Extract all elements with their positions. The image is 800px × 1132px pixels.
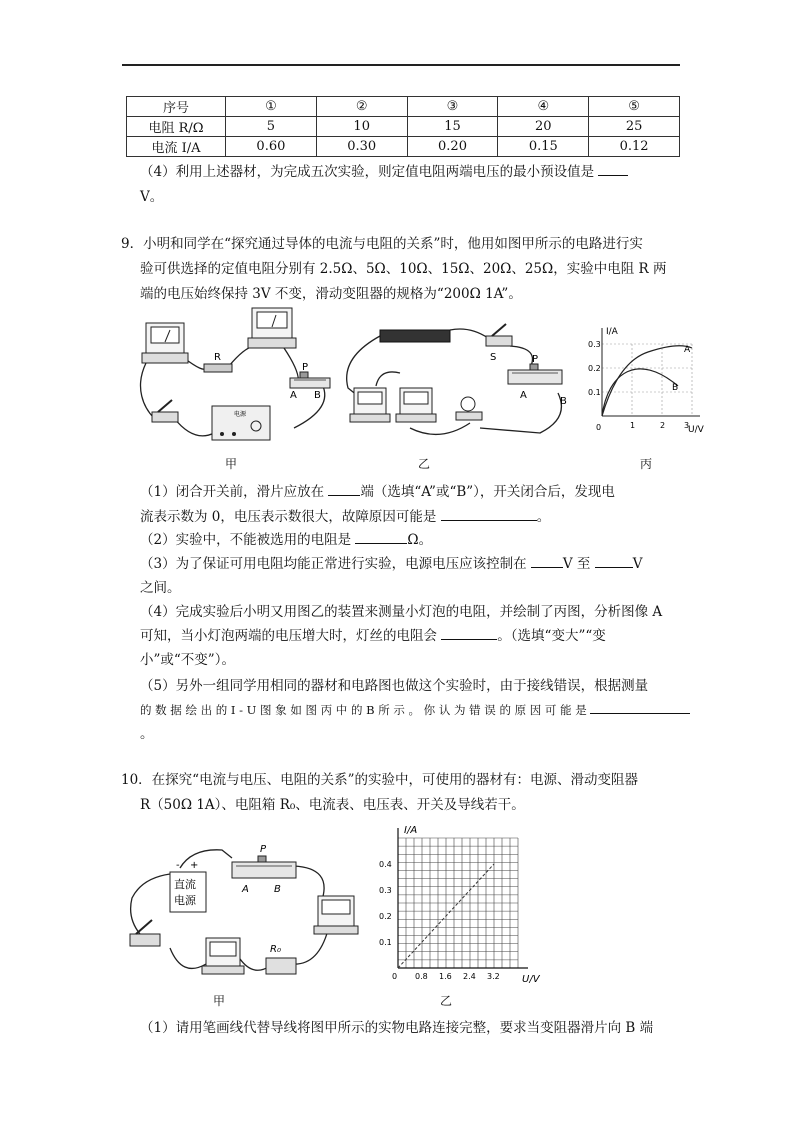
caption-jia: 甲 bbox=[225, 457, 238, 471]
label-b-q10: B bbox=[274, 884, 281, 895]
table-cell: 电阻 R/Ω bbox=[127, 117, 226, 137]
q10-stem-line-2: R（50Ω 1A）、电阻箱 R₀、电流表、电压表、开关及导线若干。 bbox=[140, 797, 525, 813]
caption-yi: 乙 bbox=[418, 457, 431, 471]
y-tick-label: 0.3 bbox=[379, 886, 392, 895]
answer-blank[interactable] bbox=[595, 554, 633, 568]
q9-part4-text: 可知，当小灯泡两端的电压增大时，灯丝的电阻会 bbox=[140, 628, 437, 644]
rheostat-q10 bbox=[232, 856, 296, 878]
x-tick-label: 0.8 bbox=[415, 972, 428, 981]
q9-part3-text: （3）为了保证可用电阻均能正常进行实验，电源电压应该控制在 bbox=[140, 556, 527, 572]
y-tick-label: 0.2 bbox=[379, 912, 392, 921]
svg-text:直流: 直流 bbox=[174, 878, 196, 891]
voltmeter-jia bbox=[248, 308, 296, 348]
rheostat-jia bbox=[290, 372, 330, 388]
q9-part2-line bbox=[140, 530, 432, 550]
caption-q10-yi: 乙 bbox=[440, 994, 453, 1008]
label-b-yi: B bbox=[560, 396, 567, 407]
q9-circuit-jia-figure bbox=[134, 308, 334, 448]
label-p: P bbox=[302, 362, 309, 373]
table-cell: 10 bbox=[316, 117, 407, 137]
data-table bbox=[126, 96, 680, 157]
label-a-yi: A bbox=[520, 390, 527, 401]
ammeter-jia bbox=[142, 323, 188, 363]
y-tick-label: 0.1 bbox=[379, 938, 392, 947]
table-header-cell: ⑤ bbox=[589, 97, 680, 117]
q9-part3-line-2: 之间。 bbox=[140, 580, 181, 596]
table-cell: 5 bbox=[226, 117, 317, 137]
battery-yi bbox=[380, 330, 450, 342]
switch-yi bbox=[486, 324, 512, 346]
answer-blank[interactable] bbox=[598, 162, 628, 176]
answer-blank[interactable] bbox=[590, 700, 690, 714]
svg-text:电源: 电源 bbox=[174, 894, 196, 907]
resistor-r-jia bbox=[204, 364, 232, 372]
q9-part3-text: V 至 bbox=[562, 556, 591, 572]
power-supply-q10 bbox=[170, 872, 206, 912]
table-header-cell: ④ bbox=[498, 97, 589, 117]
bulb-yi bbox=[456, 397, 482, 420]
table-cell: 电流 I/A bbox=[127, 137, 226, 157]
bing-xtick: 3 bbox=[684, 421, 690, 430]
x-tick-label: 2.4 bbox=[463, 972, 476, 981]
q9-stem-line-2: 验可供选择的定值电阻分别有 2.5Ω、5Ω、10Ω、15Ω、20Ω、25Ω，实验中电阻 R 两 bbox=[140, 261, 667, 277]
x-tick-label: 0 bbox=[392, 972, 398, 981]
bing-ytick: 0.2 bbox=[588, 364, 601, 373]
q9-stem-line-3: 端的电压始终保持 3V 不变，滑动变阻器的规格为“200Ω 1A”。 bbox=[140, 286, 522, 302]
ammeter-yi bbox=[350, 388, 390, 422]
q9-circuit-yi-figure bbox=[340, 318, 572, 448]
q9-part1-line-1 bbox=[140, 482, 615, 502]
x-tick-label: 3.2 bbox=[487, 972, 500, 981]
curve-a-label: A bbox=[684, 345, 691, 355]
q9-part3-text: V bbox=[632, 556, 643, 572]
caption-bing: 丙 bbox=[640, 457, 653, 471]
header-rule bbox=[122, 64, 680, 66]
q9-stem-line-1: 9．小明和同学在“探究通过导体的电流与电阻的关系”时，他用如图甲所示的电路进行实 bbox=[121, 236, 643, 252]
q8-part4-line bbox=[140, 162, 628, 182]
chart-y-label: I/A bbox=[404, 825, 418, 836]
q10-stem-line-1: 10．在探究“电流与电压、电阻的关系”的实验中，可使用的器材有：电源、滑动变阻器 bbox=[121, 772, 638, 788]
q9-part3-line-1 bbox=[140, 554, 642, 574]
table-cell: 0.12 bbox=[589, 137, 680, 157]
q9-part5-text: 的 数 据 绘 出 的 I - U 图 象 如 图 丙 中 的 B 所 示 。 你 认 为 错 误 的 原 因 可 能 是 bbox=[140, 703, 587, 717]
q8-part4-unit: V。 bbox=[140, 189, 164, 205]
table-cell: 0.20 bbox=[407, 137, 498, 157]
label-p-q10: P bbox=[260, 844, 267, 855]
switch-jia bbox=[152, 400, 178, 422]
voltmeter-yi bbox=[396, 388, 436, 422]
bing-ytick: 0.3 bbox=[588, 340, 601, 349]
label-a-q10: A bbox=[242, 884, 249, 895]
q9-part4-text: 。（选填“变大”“变 bbox=[497, 628, 606, 644]
answer-blank[interactable] bbox=[355, 530, 407, 544]
q10-iu-chart bbox=[376, 822, 540, 992]
q10-circuit-jia-figure bbox=[122, 838, 368, 988]
q9-part2-text: （2）实验中，不能被选用的电阻是 bbox=[140, 532, 352, 548]
q9-part1-text: （1）闭合开关前，滑片应放在 bbox=[140, 484, 325, 500]
bing-y-label: I/A bbox=[606, 327, 618, 337]
table-cell: 20 bbox=[498, 117, 589, 137]
table-row bbox=[127, 97, 680, 117]
answer-blank[interactable] bbox=[441, 507, 537, 521]
q9-part5-line-3: 。 bbox=[140, 726, 154, 742]
label-r0: R₀ bbox=[270, 944, 281, 955]
q9-part4-line-1: （4）完成实验后小明又用图乙的装置来测量小灯泡的电阻，并绘制了丙图，分析图像 A bbox=[140, 604, 663, 620]
q8-part4-text: （4）利用上述器材，为完成五次实验，则定值电阻两端电压的最小预设值是 bbox=[140, 164, 595, 180]
q9-part5-line-2 bbox=[140, 700, 690, 720]
q9-part1-text: 。 bbox=[536, 509, 551, 525]
label-s: S bbox=[490, 352, 497, 363]
table-header-cell: ① bbox=[226, 97, 317, 117]
table-header-cell: ③ bbox=[407, 97, 498, 117]
table-row bbox=[127, 117, 680, 137]
curve-b bbox=[602, 369, 678, 416]
ammeter-q10 bbox=[202, 938, 244, 974]
answer-blank[interactable] bbox=[328, 482, 360, 496]
q9-part4-line-3: 小”或“不变”）。 bbox=[140, 652, 235, 668]
q9-part2-text: Ω。 bbox=[407, 532, 433, 548]
table-cell: 0.15 bbox=[498, 137, 589, 157]
switch-q10 bbox=[130, 920, 160, 946]
svg-text:电源: 电源 bbox=[234, 411, 247, 418]
label-a: A bbox=[290, 390, 297, 401]
chart-x-label: U/V bbox=[522, 974, 540, 985]
table-header-cell: ② bbox=[316, 97, 407, 117]
bing-ytick: 0.1 bbox=[588, 388, 601, 397]
label-b: B bbox=[314, 390, 321, 401]
label-r: R bbox=[214, 352, 221, 363]
supply-plus: + bbox=[190, 860, 199, 871]
supply-minus: - bbox=[176, 860, 180, 871]
table-cell: 0.60 bbox=[226, 137, 317, 157]
bing-xtick: 1 bbox=[630, 421, 636, 430]
q9-part1-line-2 bbox=[140, 507, 550, 527]
answer-blank[interactable] bbox=[441, 626, 497, 640]
q9-part5-line-1: （5）另外一组同学用相同的器材和电路图也做这个实验时，由于接线错误，根据测量 bbox=[140, 678, 649, 694]
x-tick-label: 1.6 bbox=[439, 972, 452, 981]
power-supply-jia bbox=[212, 406, 270, 440]
table-cell: 25 bbox=[589, 117, 680, 137]
caption-q10-jia: 甲 bbox=[213, 994, 226, 1008]
voltmeter-q10 bbox=[314, 896, 358, 934]
q10-part1-line: （1）请用笔画线代替导线将图甲所示的实物电路连接完整，要求当变阻器滑片向 B 端 bbox=[140, 1020, 654, 1036]
bing-x-label: U/V bbox=[688, 425, 704, 435]
resistance-box-r0 bbox=[266, 958, 296, 974]
q9-part1-text: 流表示数为 0，电压表示数很大，故障原因可能是 bbox=[140, 509, 437, 525]
bing-xtick: 2 bbox=[660, 421, 666, 430]
q9-bing-graph bbox=[588, 322, 710, 440]
y-tick-label: 0.4 bbox=[379, 860, 392, 869]
q9-part4-line-2 bbox=[140, 626, 606, 646]
table-cell: 0.30 bbox=[316, 137, 407, 157]
bing-origin: 0 bbox=[596, 423, 602, 432]
table-row bbox=[127, 137, 680, 157]
table-cell: 15 bbox=[407, 117, 498, 137]
rheostat-yi bbox=[508, 364, 562, 384]
answer-blank[interactable] bbox=[531, 554, 563, 568]
table-header-cell: 序号 bbox=[127, 97, 226, 117]
curve-b-label: B bbox=[672, 383, 679, 393]
q9-part1-text: 端（选填“A”或“B”），开关闭合后，发现电 bbox=[360, 484, 615, 500]
label-p-yi: P bbox=[532, 354, 539, 365]
